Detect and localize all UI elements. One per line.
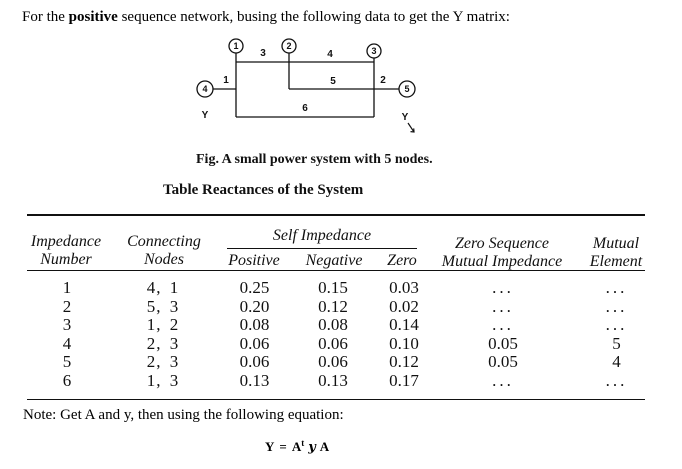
cell-mutual-element: ... (605, 315, 628, 335)
note-text: Note: Get A and y, then using the following equation: (23, 407, 344, 423)
cell-zero: 0.17 (389, 370, 419, 390)
self-impedance-rule (227, 248, 417, 249)
cell-nodes: 1, 3 (146, 370, 180, 390)
equation-incidence-matrix: A (291, 439, 302, 454)
header-impedance: Impedance (30, 233, 102, 250)
load-arrow-icon (408, 123, 414, 132)
figure-caption: Fig. A small power system with 5 nodes. (196, 152, 433, 167)
equation-transpose-superscript: t (301, 437, 305, 448)
cell-nodes: 2, 3 (146, 333, 180, 353)
node-4-wye-symbol: Y (201, 110, 209, 121)
table-row (27, 279, 645, 298)
header-mutual: Mutual (592, 235, 640, 252)
cell-number: 1 (62, 278, 72, 297)
cell-zero: 0.03 (389, 278, 419, 297)
table-row (27, 335, 645, 354)
cell-mutual-element: ... (605, 370, 628, 390)
branch-4-label: 4 (327, 49, 333, 60)
header-self-impedance: Self Impedance (272, 227, 372, 244)
branch-5-label: 5 (330, 76, 336, 87)
equation-lhs: Y (265, 439, 275, 454)
cell-zero: 0.02 (389, 296, 419, 316)
node-5 (399, 81, 415, 97)
node-1 (229, 39, 243, 53)
reactance-table (27, 279, 645, 391)
header-nodes: Nodes (144, 251, 184, 268)
node-1-label: 1 (233, 41, 239, 52)
node-4 (197, 81, 213, 97)
node-3-label: 3 (371, 46, 377, 57)
cell-nodes: 2, 3 (146, 352, 180, 372)
equation-equals: = (279, 439, 287, 454)
cell-positive: 0.20 (239, 296, 270, 316)
cell-number: 3 (62, 315, 72, 335)
cell-zero-seq-mutual: ... (492, 315, 514, 335)
cell-negative: 0.13 (318, 370, 348, 390)
table-row (27, 372, 645, 391)
table-bottom-rule (27, 399, 645, 400)
header-positive: Positive (228, 252, 280, 269)
table-top-rule (27, 214, 645, 216)
cell-positive: 0.13 (239, 370, 270, 390)
branch-3-label: 3 (260, 48, 266, 59)
cell-negative: 0.06 (318, 352, 348, 372)
intro-text (22, 8, 510, 26)
table-row (27, 316, 645, 335)
cell-positive: 0.06 (239, 352, 270, 372)
cell-zero-seq-mutual: 0.05 (488, 352, 518, 372)
cell-mutual-element: ... (605, 296, 628, 316)
cell-number: 6 (62, 370, 72, 390)
cell-positive: 0.08 (239, 315, 270, 335)
node-5-wye-symbol: Y (401, 112, 409, 123)
cell-zero-seq-mutual: 0.05 (488, 333, 518, 353)
cell-positive: 0.06 (239, 333, 270, 353)
table-row (27, 353, 645, 372)
header-negative: Negative (305, 252, 363, 269)
cell-positive: 0.25 (239, 278, 270, 297)
node-2 (282, 39, 296, 53)
cell-negative: 0.15 (318, 278, 348, 297)
table-title: Table Reactances of the System (163, 182, 364, 198)
header-connecting: Connecting (127, 233, 201, 250)
cell-number: 4 (62, 333, 72, 353)
cell-mutual-element: 4 (612, 352, 621, 372)
header-number: Number (40, 251, 92, 268)
cell-nodes: 1, 2 (146, 315, 180, 335)
equation-primitive-admittance: y (308, 440, 316, 455)
cell-zero-seq-mutual: ... (492, 278, 514, 297)
header-element: Element (589, 253, 643, 270)
cell-mutual-element: ... (605, 278, 628, 297)
equation-incidence-matrix-2: A (319, 439, 330, 454)
cell-number: 5 (62, 352, 72, 372)
node-5-label: 5 (404, 84, 410, 95)
cell-mutual-element: 5 (612, 333, 621, 353)
cell-zero-seq-mutual: ... (492, 296, 514, 316)
power-system-diagram (180, 34, 440, 140)
node-2-label: 2 (286, 41, 292, 52)
intro-before: For the (22, 9, 69, 25)
cell-number: 2 (62, 296, 72, 316)
branch-6-label: 6 (302, 103, 308, 114)
header-zero: Zero (387, 252, 417, 269)
cell-negative: 0.12 (318, 296, 348, 316)
cell-negative: 0.06 (318, 333, 348, 353)
intro-bold: positive (68, 9, 118, 25)
node-4-label: 4 (202, 84, 208, 95)
cell-zero: 0.10 (389, 333, 419, 353)
branch-2-label: 2 (380, 75, 386, 86)
branch-1-label: 1 (223, 75, 229, 86)
equation (265, 438, 329, 457)
header-zero-sequence: Zero Sequence (454, 235, 550, 252)
table-row (27, 298, 645, 317)
cell-negative: 0.08 (318, 315, 348, 335)
cell-zero-seq-mutual: ... (492, 370, 514, 390)
header-mutual-impedance: Mutual Impedance (441, 253, 563, 270)
intro-after: sequence network, busing the following data to get the Y matrix: (117, 9, 510, 25)
cell-nodes: 5, 3 (146, 296, 180, 316)
node-3 (367, 44, 381, 58)
cell-nodes: 4, 1 (146, 278, 180, 297)
cell-zero: 0.14 (389, 315, 419, 335)
cell-zero: 0.12 (389, 352, 419, 372)
